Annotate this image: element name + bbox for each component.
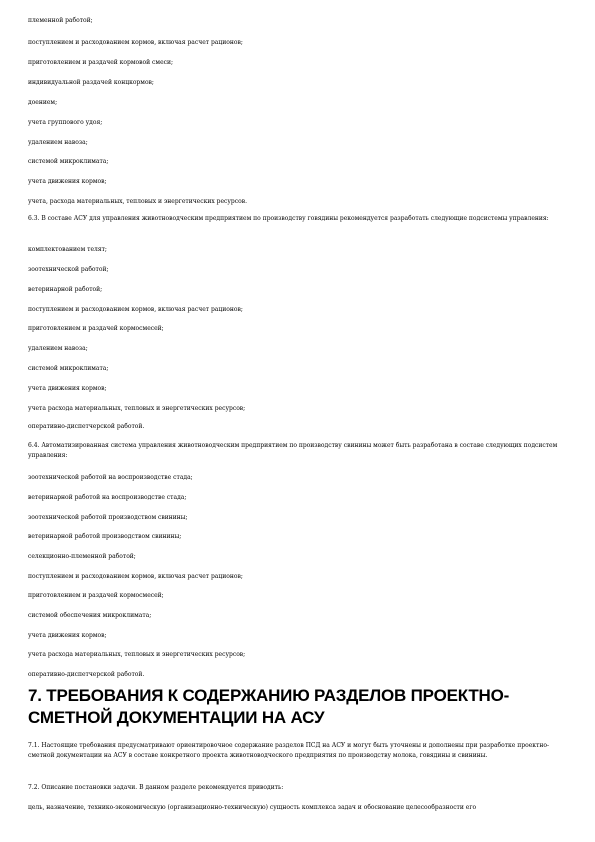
list-item: системой микроклимата; [28, 365, 109, 372]
list-item: учета движения кормов; [28, 178, 107, 185]
list-item: приготовлением и раздачей кормосмесей; [28, 325, 164, 332]
paragraph-7-2: 7.2. Описание постановки задачи. В данном разделе рекомендуется приводить: [28, 784, 284, 791]
list-item: удалением навоза; [28, 345, 88, 352]
list-item: поступлением и расходованием кормов, включая расчет рационов; [28, 573, 243, 580]
list-item: зоотехнической работой на воспроизводстве стада; [28, 474, 193, 481]
list-item: поступлением и расходованием кормов, включая расчет рационов; [28, 39, 243, 46]
list-item: учета расхода материальных, тепловых и энергетических ресурсов; [28, 651, 246, 658]
list-item: системой обеспечения микроклимата; [28, 612, 152, 619]
list-item: селекционно-племенной работой; [28, 553, 136, 560]
list-item: ветеринарной работой на воспроизводстве стада; [28, 494, 187, 501]
list-item: комплектованием телят; [28, 246, 107, 253]
list-item: оперативно-диспетчерской работой. [28, 423, 145, 430]
list-item: оперативно-диспетчерской работой. [28, 671, 145, 678]
list-item: учета расхода материальных, тепловых и энергетических ресурсов; [28, 405, 246, 412]
list-item: индивидуальной раздачей концкормов; [28, 79, 154, 86]
list-item: племенной работой; [28, 17, 93, 24]
list-item: приготовлением и раздачей кормосмесей; [28, 592, 164, 599]
section-heading: 7. ТРЕБОВАНИЯ К СОДЕРЖАНИЮ РАЗДЕЛОВ ПРОЕКТНО-СМЕТНОЙ ДОКУМЕНТАЦИИ НА АСУ [28, 686, 510, 727]
paragraph-6-4: 6.4. Автоматизированная система управления животноводческим предприятием по производству свинины может быть разработана в составе следующих подсистем управления: [28, 442, 558, 459]
list-item: приготовлением и раздачей кормовой смеси; [28, 59, 174, 66]
list-item: ветеринарной работой производством свинины; [28, 533, 182, 540]
list-item: учета группового удоя; [28, 119, 103, 126]
list-item: доением; [28, 99, 58, 106]
list-item: поступлением и расходованием кормов, включая расчет рационов; [28, 306, 243, 313]
list-item: удалением навоза; [28, 139, 88, 146]
list-item: системой микроклимата; [28, 158, 109, 165]
paragraph-6-3: 6.3. В составе АСУ для управления животноводческим предприятием по производству говядины рекомендуется разработать следующие подсистемы управления: [28, 215, 549, 222]
list-item: ветеринарной работой; [28, 286, 103, 293]
paragraph-text: цель, назначение, технико-экономическую (организационно-техническую) сущность комплекса задач и обоснование целесообразности его [28, 804, 477, 811]
list-item: зоотехнической работой; [28, 266, 109, 273]
list-item: зоотехнической работой производством свинины; [28, 514, 188, 521]
list-item: учета движения кормов; [28, 385, 107, 392]
list-item: учета движения кормов; [28, 632, 107, 639]
list-item: учета, расхода материальных, тепловых и энергетических ресурсов. [28, 198, 247, 205]
paragraph-7-1: 7.1. Настоящие требования предусматривают ориентировочное содержание разделов ПСД на АСУ и могут быть уточнены и дополнены при разработке проектно-сметной документации на АСУ в составе конкретного проекта животноводческого предприятия по производству молока, говядины и свинины. [28, 742, 549, 759]
